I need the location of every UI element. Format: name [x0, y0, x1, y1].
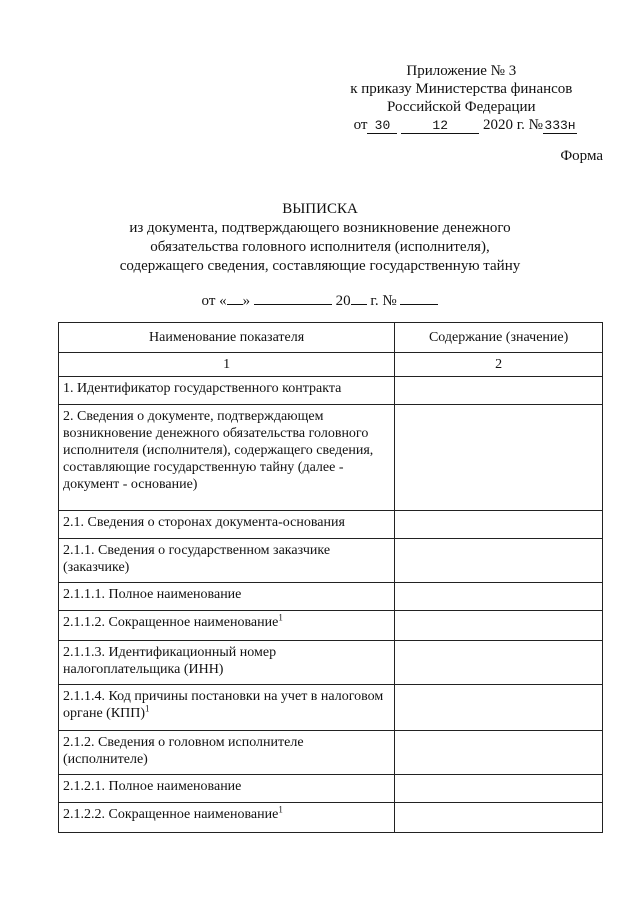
row-value[interactable] [395, 685, 603, 731]
document-heading: ВЫПИСКА [282, 201, 358, 217]
title-block [0, 200, 640, 276]
day-blank [227, 290, 243, 305]
row-value[interactable] [395, 641, 603, 685]
row-label: 2.1. Сведения о сторонах документа-основания [59, 511, 395, 539]
form-label: Форма [560, 148, 603, 164]
appendix-order-ref: к приказу Министерства финансов [350, 81, 573, 97]
row-label: 1. Идентификатор государственного контракта [59, 377, 395, 405]
header-content-value: Содержание (значение) [395, 323, 603, 353]
row-label: 2.1.2. Сведения о головном исполнителе (исполнителе) [59, 731, 395, 775]
title-line-1: из документа, подтверждающего возникновение денежного [129, 220, 511, 236]
column-number-1: 1 [59, 353, 395, 377]
date-year: 2020 г. № [482, 117, 543, 133]
number-blank [400, 290, 438, 305]
appendix-federation: Российской Федерации [387, 99, 536, 115]
row-value[interactable] [395, 611, 603, 641]
appendix-title: Приложение № 3 [406, 63, 517, 79]
row-label: 2.1.2.1. Полное наименование [59, 775, 395, 803]
year-blank [351, 290, 367, 305]
row-value[interactable] [395, 377, 603, 405]
date-month: 12 [401, 118, 479, 134]
row-value[interactable] [395, 583, 603, 611]
date-day: 30 [367, 118, 397, 134]
ot-prefix: от « [201, 293, 227, 309]
row-label: 2. Сведения о документе, подтверждающем возникновение денежного обязательства головного исполнителя (исполнителя), содержащего сведения, составляющие государственную тайну (далее - документ - основание) [59, 405, 395, 511]
date-prefix: от [353, 117, 368, 133]
footnote-mark: 1 [278, 612, 283, 623]
table-header-row [59, 323, 603, 353]
table-row [59, 583, 603, 611]
row-value[interactable] [395, 775, 603, 803]
row-label: 2.1.1. Сведения о государственном заказчике (заказчике) [59, 539, 395, 583]
title-line-3: содержащего сведения, составляющие государственную тайну [119, 258, 521, 274]
row-label: 2.1.1.1. Полное наименование [59, 583, 395, 611]
footnote-mark: 1 [278, 804, 283, 815]
footnote-mark: 1 [145, 703, 150, 714]
table-row [59, 641, 603, 685]
row-label: 2.1.1.3. Идентификационный номер налогоплательщика (ИНН) [59, 641, 395, 685]
row-value[interactable] [395, 539, 603, 583]
table-row [59, 685, 603, 731]
header-indicator-name: Наименование показателя [59, 323, 395, 353]
table-row [59, 511, 603, 539]
column-number-2: 2 [395, 353, 603, 377]
table-row [59, 803, 603, 833]
year-prefix: 20 [335, 293, 351, 309]
title-line-2: обязательства головного исполнителя (исполнителя), [150, 239, 490, 255]
row-label: 2.1.1.4. Код причины постановки на учет в налоговом органе (КПП)$^1$ [59, 685, 395, 731]
table-row [59, 539, 603, 583]
year-suffix: г. № [370, 293, 397, 309]
table-row [59, 775, 603, 803]
table-row [59, 405, 603, 511]
table-row [59, 611, 603, 641]
table-number-row [59, 353, 603, 377]
row-value[interactable] [395, 803, 603, 833]
order-number: 333н [544, 118, 576, 133]
row-label: 2.1.2.2. Сокращенное наименование$^1$ [59, 803, 395, 833]
table-row [59, 377, 603, 405]
extract-date-line [0, 290, 640, 310]
appendix-block [350, 62, 576, 134]
month-blank [254, 290, 332, 305]
row-value[interactable] [395, 731, 603, 775]
row-label: 2.1.1.2. Сокращенное наименование$^1$ [59, 611, 395, 641]
table-row [59, 731, 603, 775]
row-value[interactable] [395, 511, 603, 539]
close-quote: » [242, 293, 251, 309]
row-value[interactable] [395, 405, 603, 511]
indicators-table [58, 322, 603, 833]
appendix-date-line [354, 116, 577, 134]
